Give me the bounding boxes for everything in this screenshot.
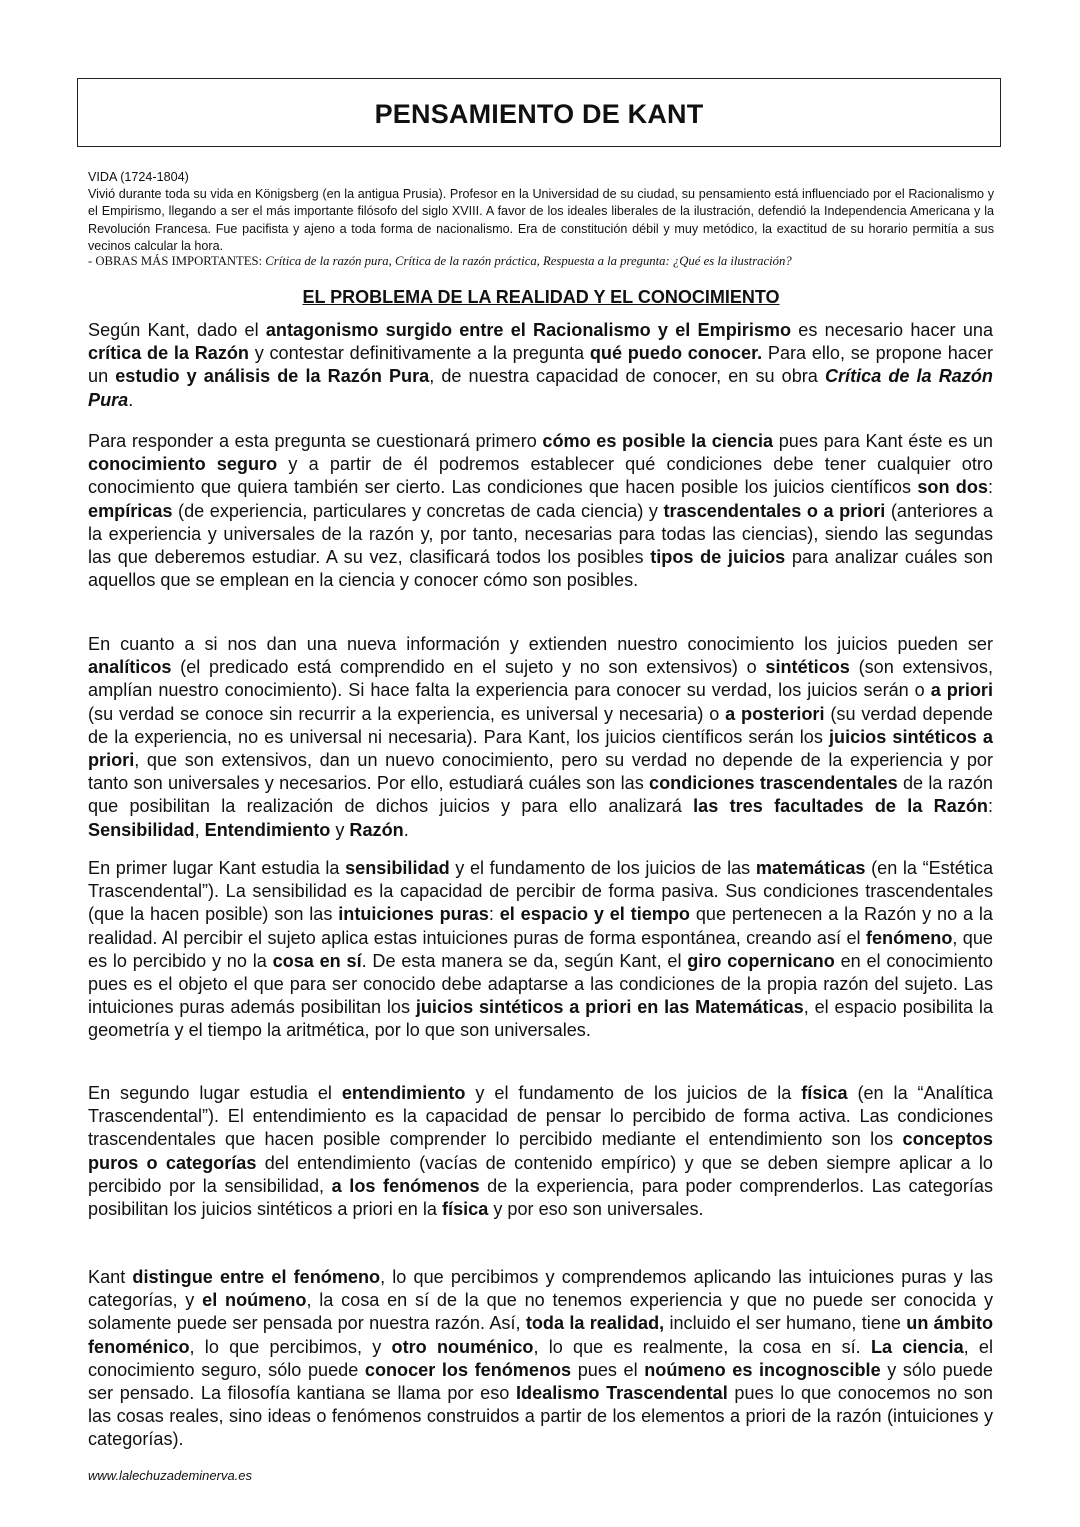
bold-run: a priori [930,680,993,701]
title-box [77,78,1001,147]
text-run: y por eso son universales. [488,1199,704,1220]
bold-run: toda la realidad, [525,1313,665,1334]
text-run: , que es lo percibido y no la [88,927,993,971]
bold-run: Razón [349,819,404,840]
paragraph-5 [88,1082,993,1221]
obras-line [88,253,994,269]
footer-url[interactable]: www.lalechuzademinerva.es [88,1468,253,1483]
text-run: En segundo lugar estudia el [88,1083,342,1103]
text-run: (anteriores a la experiencia y universales de la razón y, por tanto, necesarias para todas las ciencias), siendo las segundas las que deberemos estudiar. A su vez, clasificará todos los posibles [88,500,993,568]
text-run: (son extensivos, amplían nuestro conocimiento). Si hace falta la experiencia para conocer su verdad, los juicios serán o [88,657,993,701]
bold-run: sintéticos [765,657,850,678]
text-run: Según Kant, dado el [88,320,266,340]
text-run: y [330,819,350,840]
bold-run: sensibilidad [345,858,450,878]
bold-run: son dos [917,477,988,498]
text-run: (su verdad depende de la experiencia, no es universal ni necesaria). Para Kant, los juicios científicos serán los [88,703,993,747]
bold-run: entendimiento [341,1083,466,1103]
bold-run: otro nouménico [391,1336,534,1357]
bold-run: un ámbito fenoménico [88,1313,993,1357]
bold-italic-run: Crítica de la Razón Pura [88,366,993,410]
text-run: : [987,796,993,817]
text-run: (en la “Analítica Trascendental”). El entendimiento es la capacidad de pensar lo percibido de forma activa. Las condiciones trascendentales que hacen posible comprender lo percibido mediante el entendimiento son los [88,1083,993,1150]
vida-text: Vivió durante toda su vida en Königsberg (en la antigua Prusia). Profesor en la Universidad de su ciudad, su pensamiento está influenciado por el Racionalismo y el Empirismo, llegando a ser el más importante filósofo del siglo XVIII. A favor de los ideales liberales de la ilustración, defendió la Independencia Americana y la Revolución Francesa. Fue pacifista y ajeno a toda forma de nacionalismo. Era de constitución débil y muy metódico, la exactitud de su horario permitía a sus vecinos calcular la hora. [88,187,994,253]
bold-run: giro copernicano [687,950,835,971]
text-run: Kant [88,1267,133,1287]
paragraph-4 [88,857,993,1043]
text-run: pues el [571,1359,645,1380]
text-run: pues lo que conocemos no son las cosas reales, sino ideas o fenómenos construidos a partir de los elementos a priori de la razón (intuiciones y categorías). [88,1383,993,1450]
text-run: . [128,389,134,410]
text-run: Para ello, se propone hacer un [88,343,993,387]
bold-run: distingue entre el fenómeno [132,1267,381,1287]
text-run: : [987,477,993,498]
text-run: (de experiencia, particulares y concretas de cada ciencia) y [172,500,664,521]
text-run: y el fundamento de los juicios de las [449,858,756,878]
bold-run: estudio y análisis de la Razón Pura [115,366,430,387]
text-run: del entendimiento (vacías de contenido empírico) y que se deben siempre aplicar a lo percibido por la sensibilidad, [88,1152,993,1196]
paragraph-2 [88,430,993,592]
bold-run: La ciencia [870,1336,964,1357]
bold-run: analíticos [88,657,172,678]
bold-run: condiciones trascendentales [649,773,898,794]
vida-section [88,169,994,255]
bold-run: tipos de juicios [650,547,786,568]
text-run: incluido el ser humano, tiene [664,1313,907,1334]
text-run: pues para Kant éste es un [773,431,993,451]
page-title: PENSAMIENTO DE KANT [374,99,704,129]
bold-run: juicios sintéticos a priori [88,726,993,771]
bold-run: juicios sintéticos a priori en las Matemáticas [415,997,804,1018]
text-run: es necesario hacer una [791,320,994,340]
text-run: , lo que es realmente, la cosa en sí. [533,1336,871,1357]
bold-run: empíricas [88,500,173,521]
bold-run: cosa en sí [272,950,362,971]
text-run: En primer lugar Kant estudia la [88,858,346,878]
text-run: y a partir de él podremos establecer qué condiciones debe tener cualquier otro conocimiento que quiera también ser cierto. Las condiciones que hacen posible los juicios científicos [88,454,993,498]
text-run: En cuanto a si nos dan una nueva información y extienden nuestro conocimiento los juicios pueden ser [88,634,993,654]
text-run: y contestar definitivamente a la pregunta [248,343,590,364]
obras-list: Crítica de la razón pura, Crítica de la razón práctica, Respuesta a la pregunta: ¿Qué es la ilustración? [265,254,792,268]
bold-run: las tres facultades de la Razón [693,796,988,817]
text-run: Para responder a esta pregunta se cuestionará primero [88,431,543,451]
bold-run: crítica de la Razón [88,343,249,364]
bold-run: a los fenómenos [331,1175,480,1196]
bold-run: Idealismo Trascendental [515,1383,728,1404]
text-run: que pertenecen a la Razón y no a la realidad. Al percibir el sujeto aplica estas intuiciones puras de forma espontánea, creando así el [88,904,993,948]
paragraph-1 [88,319,993,412]
bold-run: el espacio y el tiempo [499,904,690,925]
text-run: , [194,819,205,840]
bold-run: física [801,1083,848,1103]
bold-run: Sensibilidad [88,819,195,840]
text-run: . De esta manera se da, según Kant, el [361,950,688,971]
bold-run: intuiciones puras [338,904,489,925]
bold-run: qué puedo conocer. [589,343,763,364]
bold-run: Entendimiento [204,819,331,840]
paragraph-3 [88,633,993,842]
obras-label: - OBRAS MÁS IMPORTANTES: [88,254,263,268]
text-run: , lo que percibimos y comprendemos aplicando las intuiciones puras y las categorías, y [88,1267,993,1311]
text-run: para analizar cuáles son aquellos que se emplean en la ciencia y conocer cómo son posibles. [88,547,993,591]
text-run: y sólo puede ser pensado. La filosofía kantiana se llama por eso [88,1359,993,1404]
text-run: , la cosa en sí de la que no tenemos experiencia y que no puede ser conocida y solamente puede ser pensada por nuestra razón. Así, [88,1290,994,1334]
text-run: , de nuestra capacidad de conocer, en su obra [429,366,825,387]
text-run: , que son extensivos, dan un nuevo conocimiento, pero su verdad no depende de la experiencia y por tanto son universales y necesarios. Por ello, estudiará cuáles son las [88,750,993,794]
bold-run: conocer los fenómenos [364,1359,572,1380]
paragraph-6 [88,1266,993,1452]
text-run: . [403,819,409,840]
bold-run: conocimiento seguro [88,454,278,475]
section-title: EL PROBLEMA DE LA REALIDAD Y EL CONOCIMIENTO [302,287,780,307]
bold-run: el noúmeno [202,1290,307,1311]
text-run: de la razón que posibilitan la realización de dichos juicios y para ello analizará [88,773,993,817]
text-run: (el predicado está comprendido en el sujeto y no son extensivos) o [171,657,766,678]
text-run: de la experiencia, para poder comprenderlos. Las categorías posibilitan los juicios sintéticos a priori en la [88,1175,993,1220]
bold-run: fenómeno [865,927,953,948]
bold-run: trascendentales o a priori [663,500,886,521]
text-run: , lo que percibimos, y [189,1336,392,1357]
bold-run: a posteriori [725,703,825,724]
bold-run: conceptos puros o categorías [88,1129,993,1173]
text-run: , el conocimiento seguro, sólo puede [88,1336,993,1380]
bold-run: matemáticas [755,858,866,878]
bold-run: antagonismo surgido entre el Racionalismo y el Empirismo [265,320,792,340]
text-run: en el conocimiento pues es el objeto el que para ser conocido debe adaptarse a las condiciones de la propia razón del sujeto. Las intuiciones puras además posibilitan los [88,950,993,1018]
text-run: , el espacio posibilita la geometría y el tiempo la aritmética, por lo que son universales. [88,997,994,1041]
text-run: y el fundamento de los juicios de la [465,1083,802,1103]
text-run: (en la “Estética Trascendental”). La sensibilidad es la capacidad de percibir de forma pasiva. Sus condiciones trascendentales (que la hacen posible) son las [88,858,994,925]
text-run: (su verdad se conoce sin recurrir a la experiencia, es universal y necesaria) o [88,703,726,724]
text-run: : [488,904,500,925]
bold-run: noúmeno es incognoscible [644,1359,881,1380]
vida-heading: VIDA (1724-1804) [88,170,189,184]
bold-run: física [442,1199,489,1220]
bold-run: cómo es posible la ciencia [542,431,774,451]
